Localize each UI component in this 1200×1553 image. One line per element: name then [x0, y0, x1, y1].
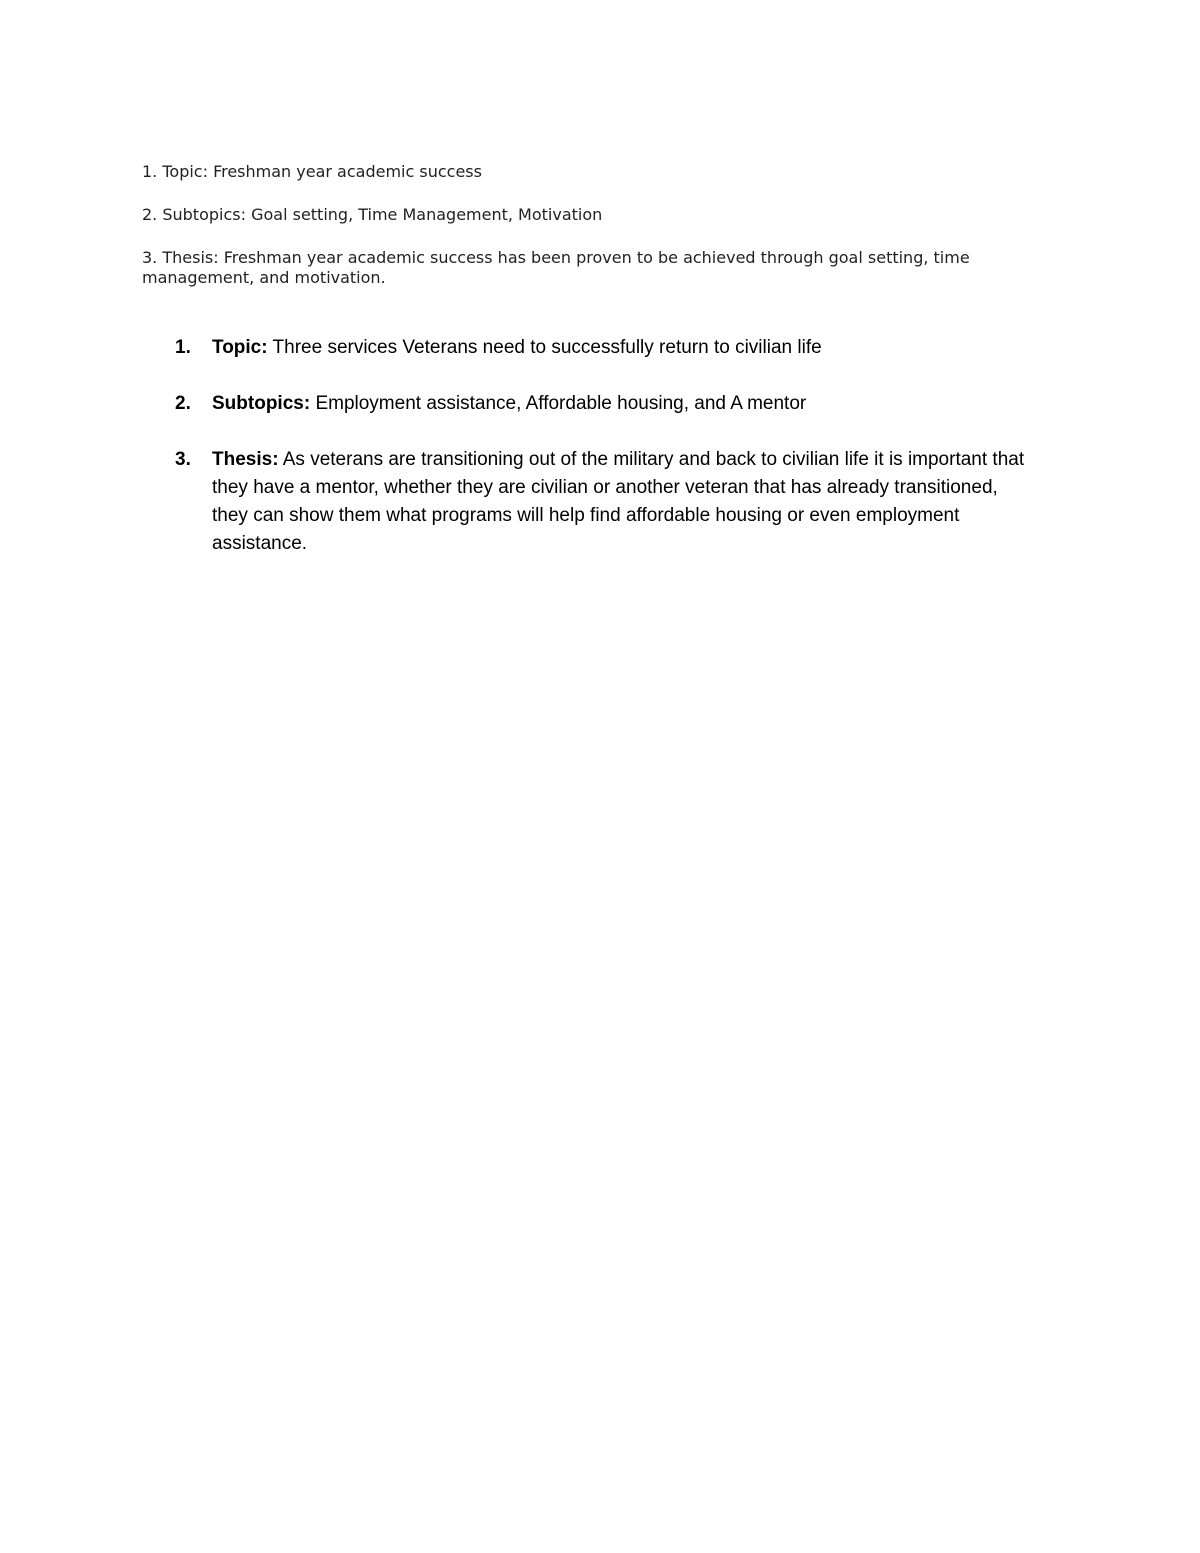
list-label: Topic:: [212, 337, 268, 358]
list-number: 1.: [175, 337, 191, 358]
list-number: 2.: [175, 393, 191, 414]
outline-topic-line: 1. Topic: Freshman year academic success: [142, 162, 482, 181]
list-item-subtopics: [142, 390, 1032, 418]
list-text: Employment assistance, Affordable housing, and A mentor: [310, 393, 807, 414]
list-text: As veterans are transitioning out of the military and back to civilian life it is important that they have a mentor, whether they are civilian or another veteran that has already transitioned, they can show them what programs will help find affordable housing or even employment assistance.: [212, 449, 1025, 554]
outline-subtopics-line: 2. Subtopics: Goal setting, Time Management, Motivation: [142, 205, 603, 224]
list-number: 3.: [175, 449, 191, 470]
list-label: Thesis:: [212, 449, 279, 470]
first-outline: [142, 162, 1022, 311]
outline-thesis-line: 3. Thesis: Freshman year academic success has been proven to be achieved through goal setting, time management, and motivation.: [142, 248, 970, 287]
list-text: Three services Veterans need to successfully return to civilian life: [267, 337, 822, 358]
second-outline: [142, 334, 1032, 586]
list-item-topic: [142, 334, 1032, 362]
list-label: Subtopics:: [212, 393, 311, 414]
list-item-thesis: [142, 446, 1032, 558]
